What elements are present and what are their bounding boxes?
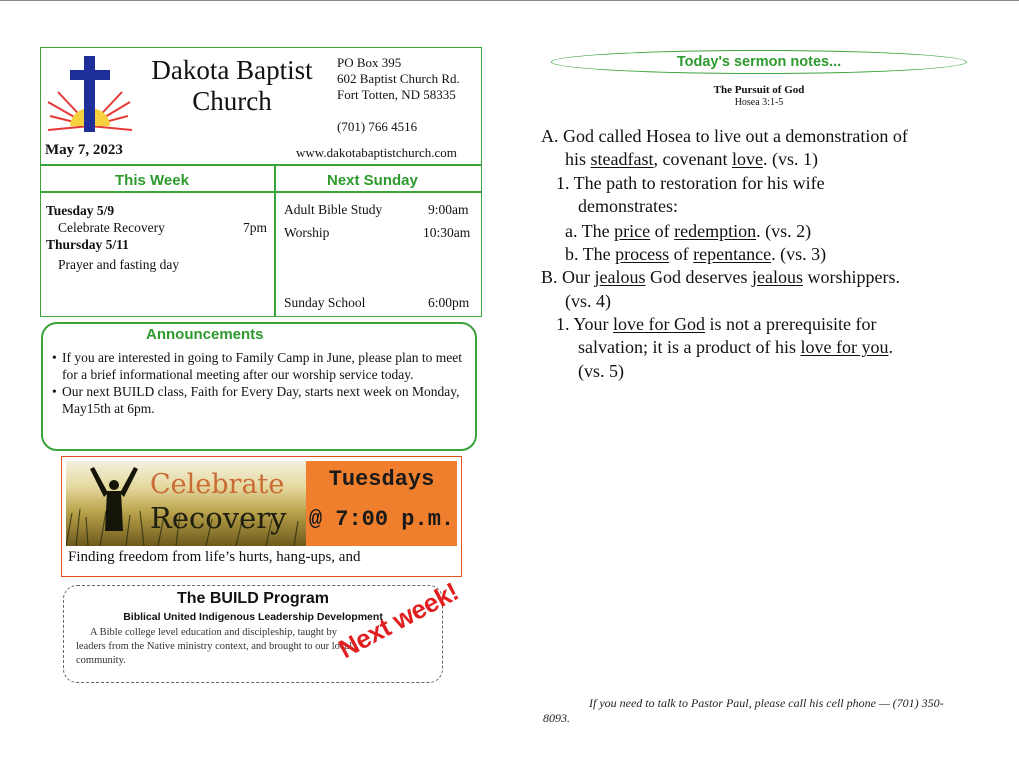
- blank-love-for-you: love for you: [800, 337, 889, 357]
- this-week-day-2: Thursday 5/11: [46, 237, 129, 252]
- this-week-heading: This Week: [115, 172, 189, 189]
- schedule-header-divider: [40, 191, 482, 193]
- next-sunday-event-3: Sunday School: [284, 295, 366, 310]
- schedule-divider: [274, 165, 276, 317]
- note-point-b1-line3: (vs. 5): [578, 361, 624, 381]
- sermon-title: The Pursuit of God: [713, 84, 805, 96]
- celebrate-recovery-caption: Finding freedom from life’s hurts, hang-ups, and: [68, 549, 361, 565]
- church-address: PO Box 395 602 Baptist Church Rd. Fort Totten, ND 58335: [337, 55, 460, 102]
- blank-price: price: [614, 221, 651, 241]
- sermon-reference: Hosea 3:1-5: [734, 97, 784, 108]
- note-point-b: B. Our jealous God deserves jealous worshippers.: [541, 267, 900, 287]
- this-week-event-1: Celebrate Recovery: [58, 220, 165, 235]
- note-point-a: A. God called Hosea to live out a demonstration of: [541, 126, 908, 146]
- celebrate-recovery-time: @ 7:00 p.m.: [308, 507, 455, 532]
- top-divider: [0, 0, 1019, 1]
- this-week-day-1: Tuesday 5/9: [46, 203, 115, 218]
- next-sunday-heading: Next Sunday: [327, 172, 418, 189]
- note-point-a-line2: his steadfast, covenant love. (vs. 1): [565, 149, 818, 169]
- this-week-event-2: Prayer and fasting day: [58, 257, 180, 272]
- cross-logo-icon: [44, 54, 136, 136]
- blank-love: love: [731, 149, 763, 169]
- blank-love-for-god: love for God: [613, 314, 706, 334]
- note-point-a1: 1. The path to restoration for his wife: [556, 173, 825, 193]
- announcements-list: [52, 349, 472, 417]
- note-point-b-line2: (vs. 4): [565, 291, 611, 311]
- church-name: Dakota Baptist Church: [151, 55, 313, 116]
- pastor-contact-note: If you need to talk to Pastor Paul, please call his cell phone — (701) 350-8093.: [543, 696, 944, 725]
- note-point-ab: b. The process of repentance. (vs. 3): [565, 244, 827, 264]
- church-website[interactable]: www.dakotabaptistchurch.com: [296, 145, 457, 160]
- build-program-description: A Bible college level education and discipleship, taught by leaders from the Native ministry context, and brought to our local community.: [76, 627, 353, 666]
- sermon-notes-heading: Today's sermon notes...: [676, 54, 842, 70]
- blank-steadfast: steadfast: [590, 149, 654, 169]
- recovery-word: Recovery: [150, 501, 287, 535]
- announcements-heading: Announcements: [146, 326, 264, 343]
- announcement-item: • Our next BUILD class, Faith for Every Day, starts next week on Monday, May15th at 6pm.: [52, 383, 472, 417]
- next-sunday-time-1: 9:00am: [428, 202, 469, 217]
- note-point-aa: a. The price of redemption. (vs. 2): [565, 221, 812, 241]
- next-sunday-event-1: Adult Bible Study: [284, 202, 383, 217]
- announcement-item: • If you are interested in going to Family Camp in June, please plan to meet for a brief informational meeting after our worship service today.: [52, 349, 472, 383]
- note-point-b1-line2: salvation; it is a product of his love for you.: [578, 337, 893, 357]
- build-program-title: The BUILD Program: [176, 590, 329, 607]
- note-point-a1-line2: demonstrates:: [578, 196, 678, 216]
- note-point-b1: 1. Your love for God is not a prerequisite for: [556, 314, 877, 334]
- blank-jealous-1: jealous: [594, 267, 646, 287]
- build-program-subtitle: Biblical United Indigenous Leadership Development: [123, 611, 383, 623]
- blank-jealous-2: jealous: [751, 267, 803, 287]
- celebrate-word: Celebrate: [150, 469, 285, 500]
- blank-repentance: repentance: [693, 244, 772, 264]
- celebrate-recovery-day: Tuesdays: [328, 467, 435, 492]
- next-sunday-event-2: Worship: [284, 225, 330, 240]
- blank-process: process: [615, 244, 670, 264]
- next-week-badge: Next week!: [333, 576, 464, 665]
- this-week-time-1: 7pm: [243, 220, 268, 235]
- bulletin-date: May 7, 2023: [45, 142, 123, 158]
- next-sunday-time-3: 6:00pm: [428, 295, 470, 310]
- next-sunday-time-2: 10:30am: [423, 225, 471, 240]
- blank-redemption: redemption: [674, 221, 757, 241]
- church-phone: (701) 766 4516: [337, 119, 418, 134]
